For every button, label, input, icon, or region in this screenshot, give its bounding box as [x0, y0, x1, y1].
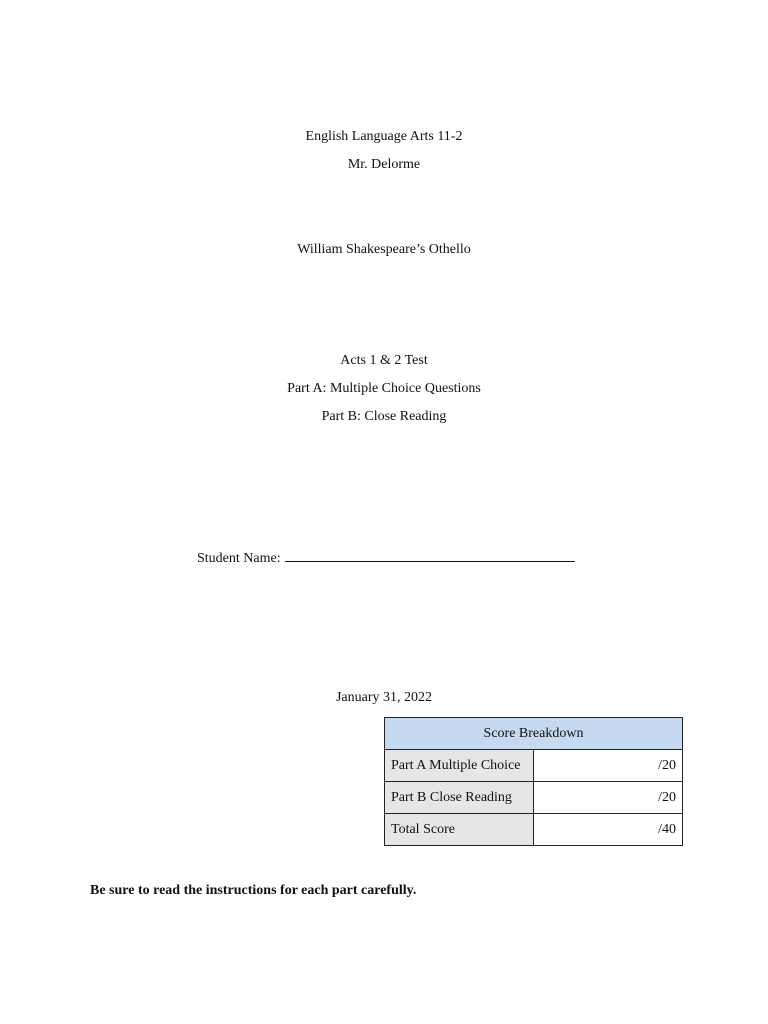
- test-date: January 31, 2022: [335, 690, 433, 705]
- score-row-value: /40: [534, 814, 683, 846]
- score-row-label: Total Score: [385, 814, 534, 846]
- course-title: English Language Arts 11-2: [305, 129, 463, 144]
- score-table-header-row: [385, 718, 683, 750]
- part-b-heading: Part B: Close Reading: [321, 409, 447, 424]
- score-row-value: /20: [534, 782, 683, 814]
- test-title: Acts 1 & 2 Test: [340, 353, 428, 368]
- score-row-value: /20: [534, 750, 683, 782]
- student-name-blank[interactable]: [285, 548, 575, 562]
- score-table-title: Score Breakdown: [385, 718, 683, 750]
- table-row: [385, 750, 683, 782]
- student-name-label: Student Name:: [197, 551, 281, 566]
- teacher-name: Mr. Delorme: [347, 157, 421, 172]
- part-a-heading: Part A: Multiple Choice Questions: [287, 381, 481, 396]
- score-row-label: Part B Close Reading: [385, 782, 534, 814]
- score-row-label: Part A Multiple Choice: [385, 750, 534, 782]
- play-title: William Shakespeare’s Othello: [297, 242, 471, 257]
- student-name-row: [197, 548, 575, 568]
- instructions-note: Be sure to read the instructions for each part carefully.: [90, 883, 417, 898]
- table-row: [385, 782, 683, 814]
- score-breakdown-table: [384, 717, 683, 846]
- table-row: [385, 814, 683, 846]
